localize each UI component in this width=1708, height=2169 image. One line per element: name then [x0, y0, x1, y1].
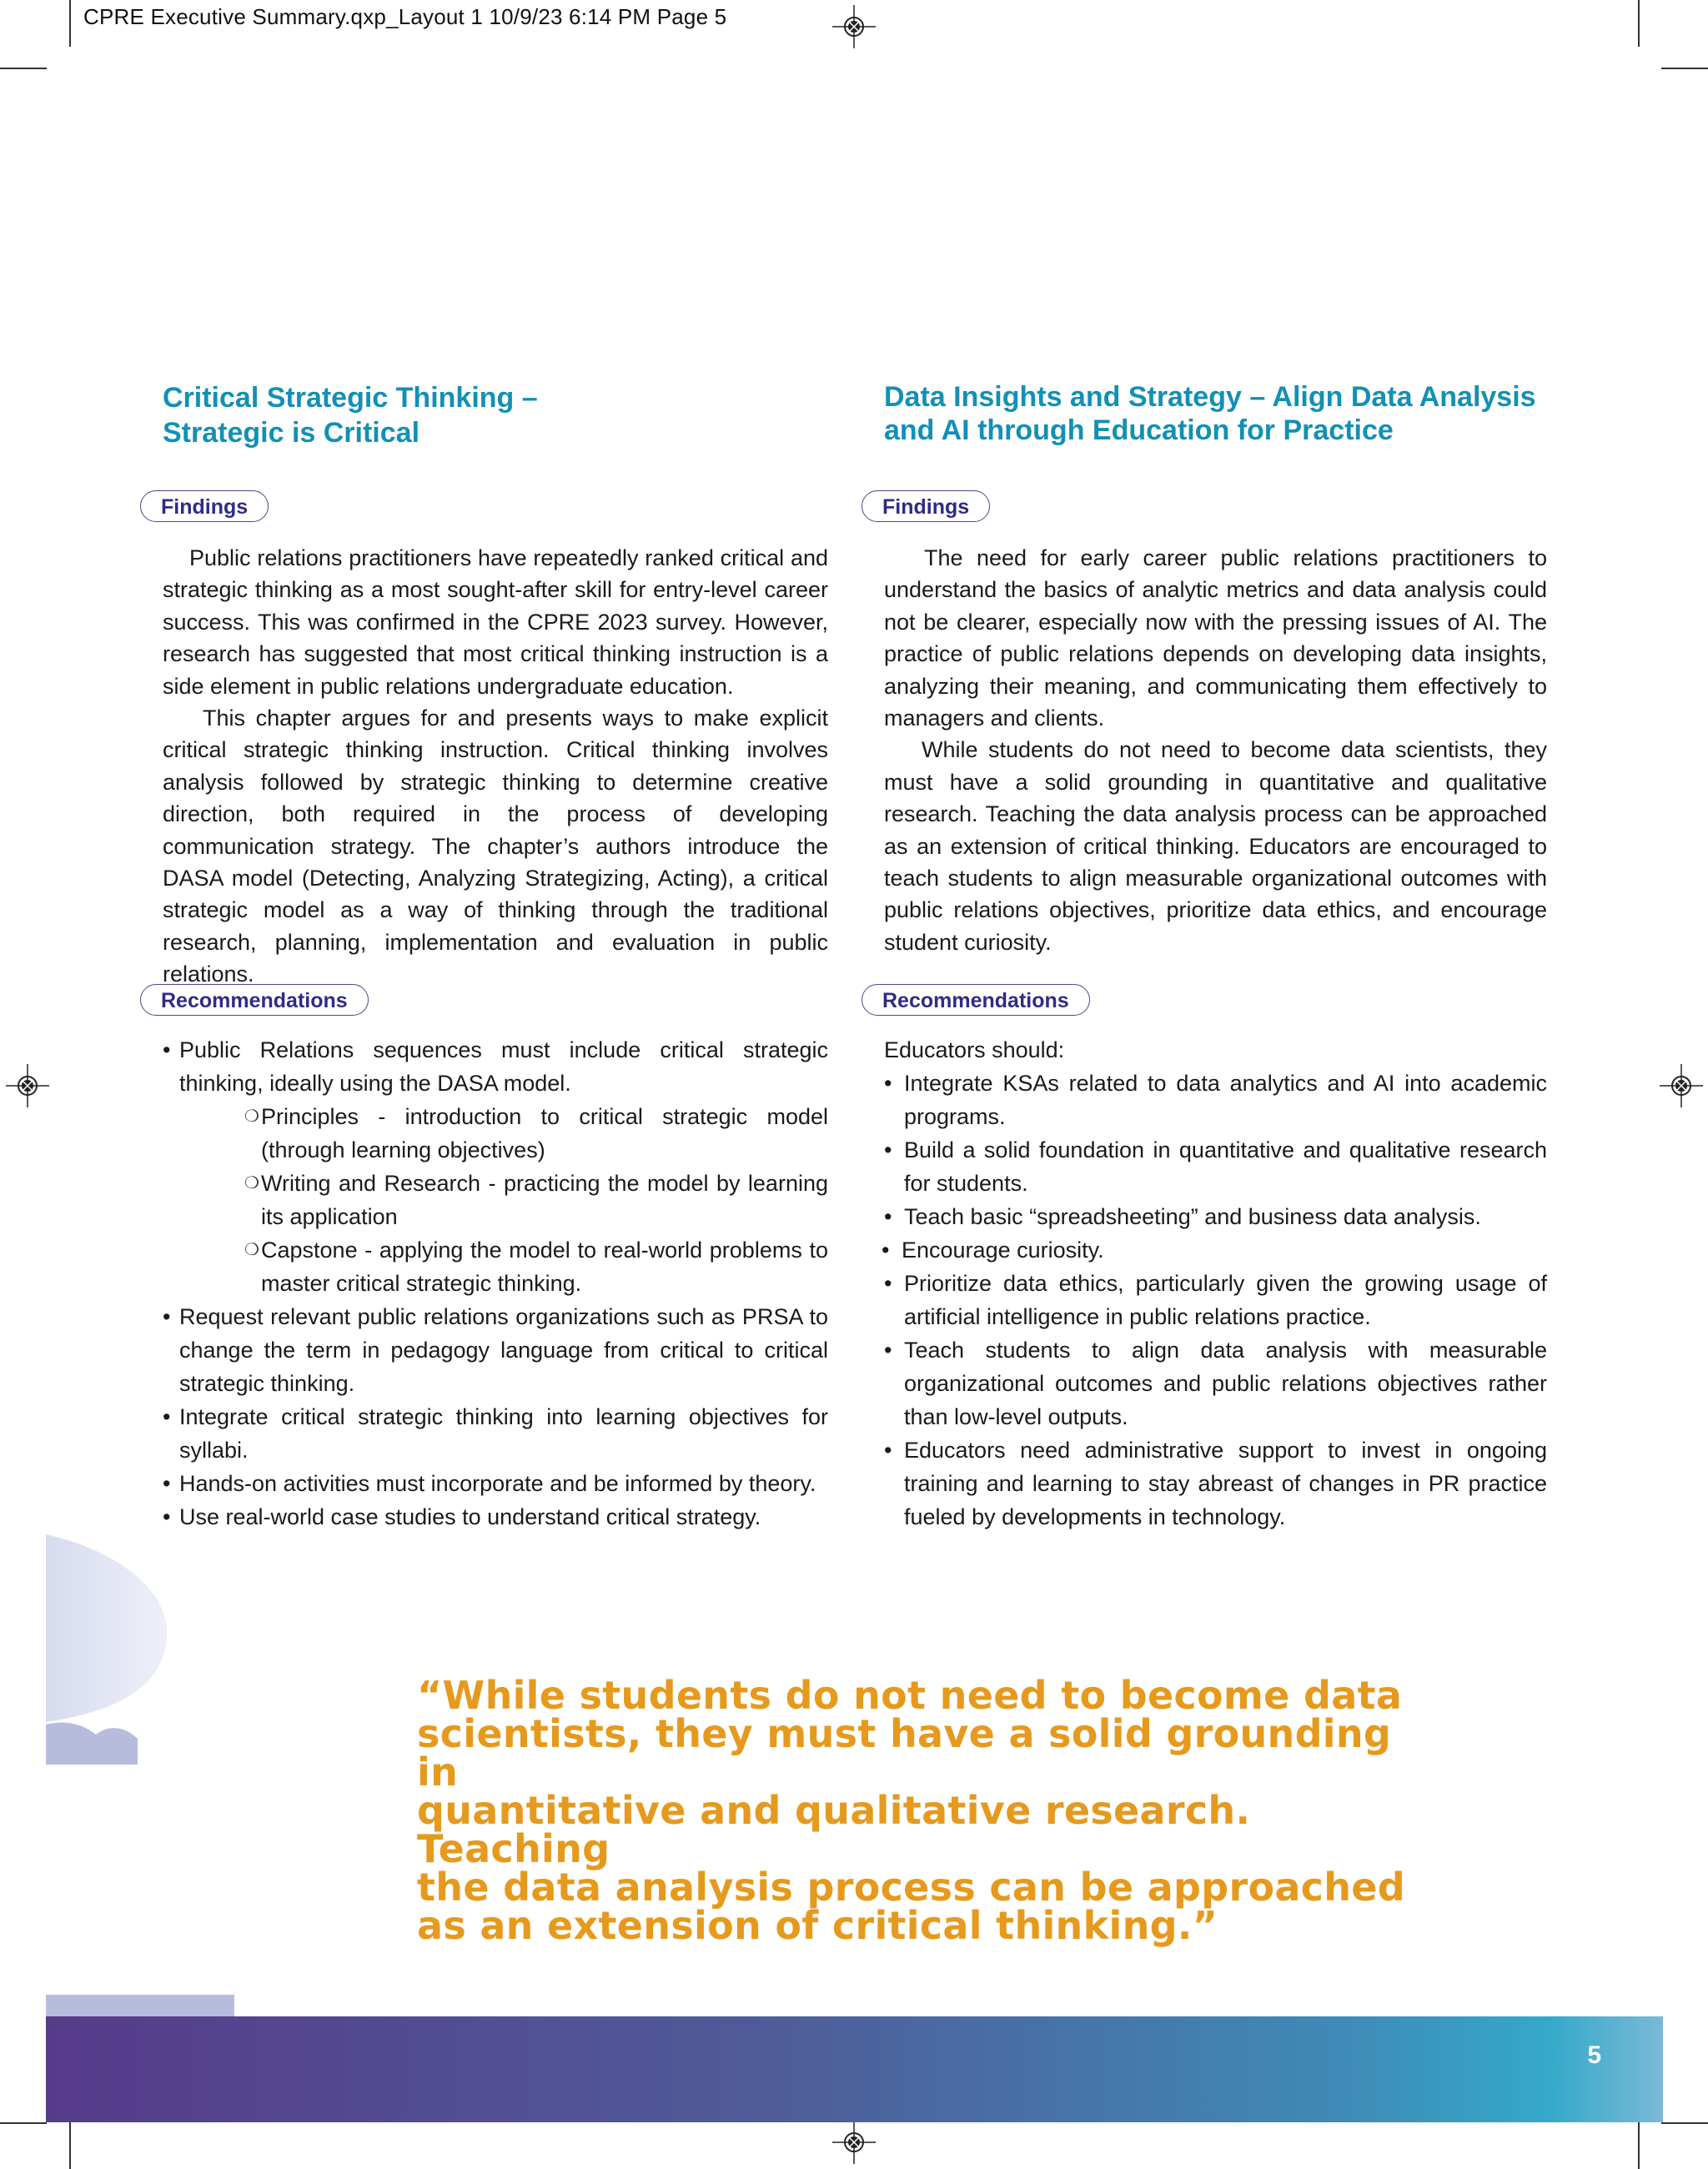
findings-text — [163, 542, 828, 991]
recommendations-label: Recommendations — [140, 984, 369, 1016]
findings-paragraph: Public relations practitioners have repeatedly ranked critical and strategic thinking as a most sought-after skill for entry-level career success. This was confirmed in the CPRE 2023 survey. However, research has suggested that most critical thinking instruction is a side element in public relations undergraduate education. — [163, 545, 828, 699]
list-item: • Request relevant public relations organizations such as PRSA to change the term in pedagogy language from critical to critical strategic thinking. — [163, 1304, 828, 1396]
pull-quote — [417, 1673, 1418, 1948]
quote-line: quantitative and qualitative research. Teaching — [417, 1788, 1251, 1871]
crop-mark — [0, 2122, 47, 2124]
list-item: • Integrate KSAs related to data analytics and AI into academic programs. — [884, 1071, 1547, 1129]
footer-tab — [46, 1995, 234, 2016]
heading-line: and AI through Education for Practice — [884, 414, 1394, 446]
quote-line: as an extension of critical thinking.” — [417, 1903, 1218, 1948]
list-item: • Prioritize data ethics, particularly given the growing usage of artificial intelligence in public relations practice. — [884, 1271, 1547, 1329]
page-number: 5 — [1587, 2041, 1601, 2069]
heading-line: Data Insights and Strategy – Align Data Analysis — [884, 381, 1536, 413]
registration-mark-icon — [832, 5, 876, 48]
findings-label: Findings — [862, 490, 990, 522]
registration-mark-icon — [6, 1064, 49, 1107]
list-item: • Teach students to align data analysis with measurable organizational outcomes and public relations objectives rather than low-level outputs. — [884, 1338, 1547, 1429]
list-item: • Encourage curiosity. — [882, 1238, 1104, 1263]
findings-paragraph: This chapter argues for and presents ways to make explicit critical strategic thinking instruction. Critical thinking involves analysis followed by strategic thinking to determine creative direction, both required in the process of developing communication strategy. The chapter’s authors introduce the DASA model (Detecting, Analyzing Strategizing, Acting), a critical strategic model as a way of thinking through the traditional research, planning, implementation and evaluation in public relations. — [163, 705, 828, 987]
section-heading — [884, 380, 1547, 447]
quote-line: scientists, they must have a solid grounding in — [417, 1711, 1392, 1795]
recommendations-intro: Educators should: — [884, 1037, 1065, 1062]
section-heading — [163, 380, 828, 450]
decorative-shape — [46, 1534, 171, 1768]
recommendations-list — [163, 1033, 828, 1534]
heading-line: Critical Strategic Thinking – — [163, 382, 538, 414]
crop-mark — [0, 68, 47, 69]
recommendations-label: Recommendations — [862, 984, 1090, 1016]
sub-list-item: ❍ Writing and Research - practicing the model by learning its application — [244, 1171, 828, 1229]
registration-mark-icon — [832, 2121, 876, 2164]
list-item: • Teach basic “spreadsheeting” and business data analysis. — [884, 1204, 1481, 1229]
findings-label: Findings — [140, 490, 269, 522]
findings-paragraph: While students do not need to become data scientists, they must have a solid grounding in quantitative and qualitative research. Teaching the data analysis process can be approached as an extension of critical thinking. Educators are encouraged to teach students to align measurable organizational outcomes with public relations objectives, prioritize data ethics, and encourage student curiosity. — [884, 737, 1547, 955]
recommendations-list — [884, 1067, 1547, 1534]
quote-line: the data analysis process can be approached — [417, 1865, 1406, 1910]
crop-mark — [1638, 2122, 1640, 2169]
quote-line: “While students do not need to become data — [417, 1673, 1403, 1718]
sub-list — [179, 1100, 828, 1300]
findings-paragraph: The need for early career public relations practitioners to understand the basics of analytic metrics and data analysis could not be clearer, especially now with the pressing issues of AI. The practice of public relations depends on developing data insights, analyzing their meaning, and communicating them effectively to managers and clients. — [884, 545, 1547, 731]
sub-list-item: ❍ Capstone - applying the model to real-world problems to master critical strategic thinking. — [244, 1238, 828, 1296]
print-slug: CPRE Executive Summary.qxp_Layout 1 10/9/23 6:14 PM Page 5 — [83, 4, 727, 29]
heading-line: Strategic is Critical — [163, 417, 420, 449]
list-item: • Educators need administrative support to invest in ongoing training and learning to stay abreast of changes in PR practice fueled by developments in technology. — [884, 1438, 1547, 1529]
crop-mark — [69, 2122, 71, 2169]
crop-mark — [1638, 0, 1640, 47]
list-item: • Integrate critical strategic thinking into learning objectives for syllabi. — [163, 1404, 828, 1463]
footer-bar — [46, 2016, 1663, 2122]
list-item: • Build a solid foundation in quantitative and qualitative research for students. — [884, 1137, 1547, 1196]
crop-mark — [1661, 2122, 1708, 2124]
crop-mark — [1661, 68, 1708, 69]
crop-mark — [69, 0, 71, 47]
list-item: • Hands-on activities must incorporate and be informed by theory. — [163, 1471, 816, 1496]
sub-list-item: ❍ Principles - introduction to critical strategic model (through learning objectives) — [244, 1104, 828, 1162]
registration-mark-icon — [1660, 1064, 1703, 1107]
findings-text — [884, 542, 1547, 958]
list-item: • Use real-world case studies to understand critical strategy. — [163, 1504, 761, 1529]
list-item: • Public Relations sequences must include critical strategic thinking, ideally using the DASA model. ❍ Principles - introduction to critical strategic model (through learning objectives) ❍ Writing and Research - practicing the model by learning its application ❍ Capstone - applying the model to real-world problems to master critical strategic thinking. — [163, 1033, 828, 1300]
